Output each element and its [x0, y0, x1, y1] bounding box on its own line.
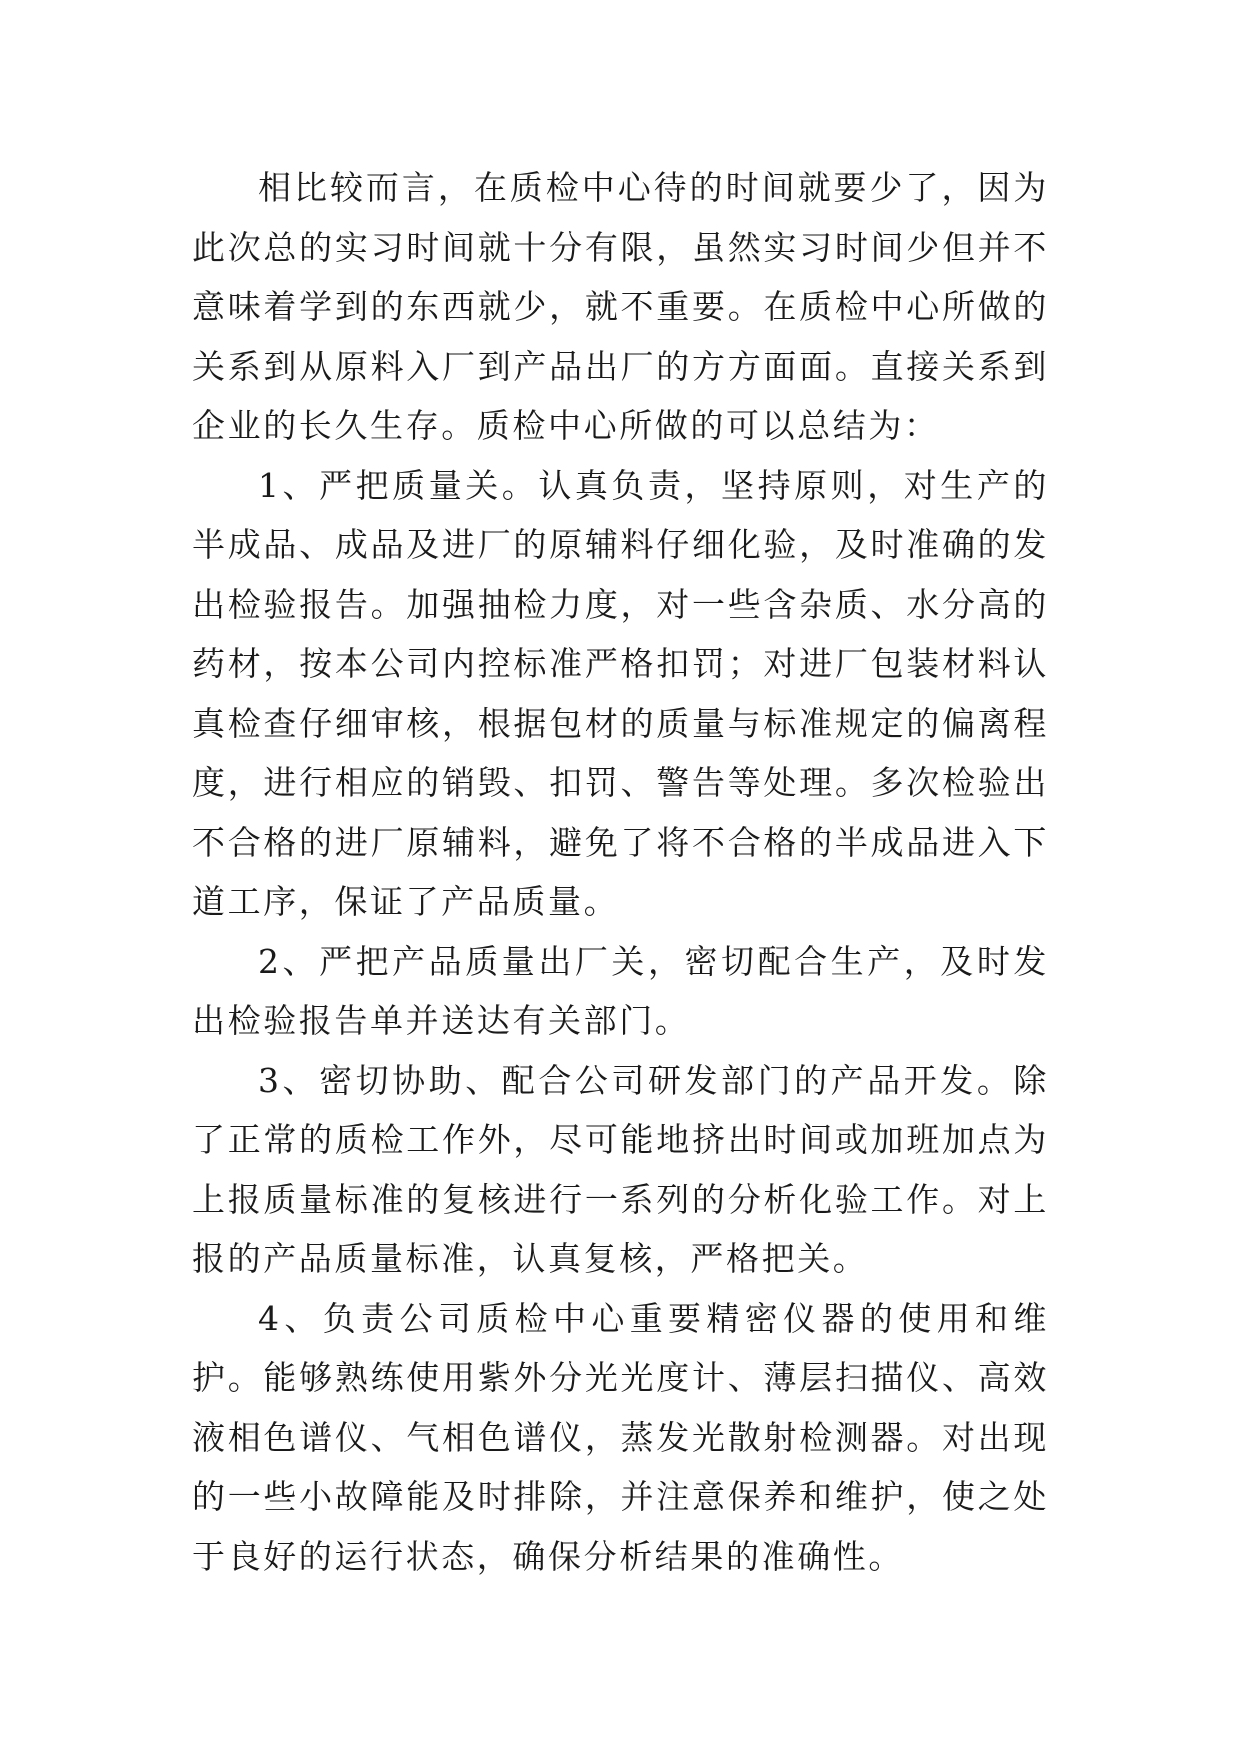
paragraph-item-3: 3、密切协助、配合公司研发部门的产品开发。除了正常的质检工作外，尽可能地挤出时间或加班加点为上报质量标准的复核进行一系列的分析化验工作。对上报的产品质量标准，认真复核，严格把关。: [192, 1060, 1049, 1278]
paragraph-item-4: 4、负责公司质检中心重要精密仪器的使用和维护。能够熟练使用紫外分光光度计、薄层扫描仪、高效液相色谱仪、气相色谱仪，蒸发光散射检测器。对出现的一些小故障能及时排除，并注意保养和维护，使之处于良好的运行状态，确保分析结果的准确性。: [192, 1298, 1049, 1576]
paragraph-item-1: 1、严把质量关。认真负责，坚持原则，对生产的半成品、成品及进厂的原辅料仔细化验，及时准确的发出检验报告。加强抽检力度，对一些含杂质、水分高的药材，按本公司内控标准严格扣罚；对进厂包装材料认真检查仔细审核，根据包材的质量与标准规定的偏离程度，进行相应的销毁、扣罚、警告等处理。多次检验出不合格的进厂原辅料，避免了将不合格的半成品进入下道工序，保证了产品质量。: [192, 465, 1049, 921]
paragraph-item-2: 2、严把产品质量出厂关，密切配合生产，及时发出检验报告单并送达有关部门。: [192, 941, 1049, 1040]
document-body: [192, 158, 1049, 1586]
paragraph-intro: 相比较而言，在质检中心待的时间就要少了，因为此次总的实习时间就十分有限，虽然实习时间少但并不意味着学到的东西就少，就不重要。在质检中心所做的关系到从原料入厂到产品出厂的方方面面。直接关系到企业的长久生存。质检中心所做的可以总结为：: [192, 168, 1049, 445]
